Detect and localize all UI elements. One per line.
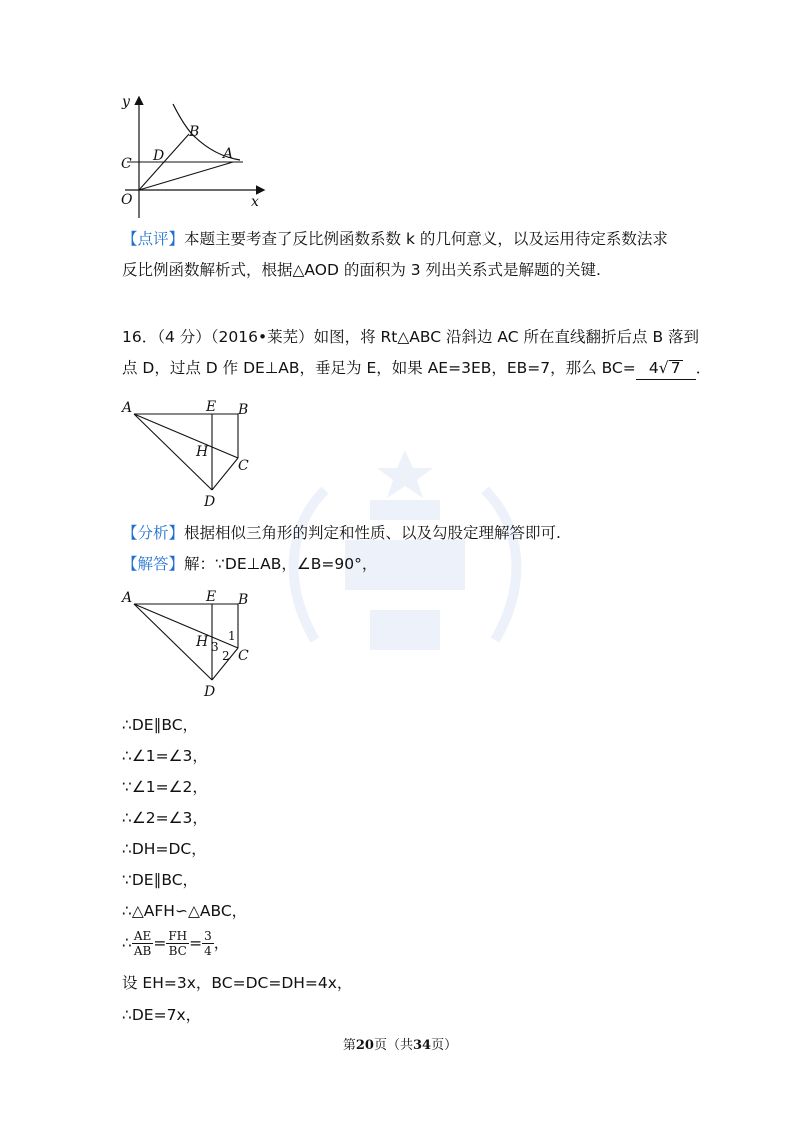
label-h: H	[196, 444, 209, 460]
step-3: ∵∠1=∠2，	[122, 778, 208, 796]
therefore-symbol: ∴	[122, 934, 132, 952]
solution-text: 解：∵DE⊥AB，∠B=90°，	[184, 555, 378, 573]
fraction-fh-bc	[166, 929, 189, 958]
footer-page: 20	[355, 1038, 374, 1053]
analysis-line	[122, 522, 561, 544]
answer-radicand: 7	[670, 359, 681, 377]
comment-tag-open: 【	[122, 230, 138, 248]
step-7: ∴△AFH∽△ABC，	[122, 902, 248, 920]
step-4: ∴∠2=∠3，	[122, 809, 208, 827]
label-b: B	[238, 402, 249, 418]
footer-total: 34	[413, 1038, 432, 1053]
fraction-fh: FH	[168, 929, 188, 943]
ratio-end: ，	[213, 934, 230, 952]
solution-line	[122, 553, 377, 575]
fraction-ae: AE	[132, 929, 153, 944]
answer-coefficient: 4	[648, 359, 659, 377]
footer-prefix: 第	[342, 1038, 356, 1053]
comment-line-2: 反比例函数解析式，根据△AOD 的面积为 3 列出关系式是解题的关键.	[122, 261, 601, 279]
label-y: y	[122, 94, 130, 110]
problem-16-end: ．	[695, 359, 712, 377]
label-a: A	[223, 146, 234, 162]
fraction-3: 3	[204, 929, 212, 943]
solution-tag: 解答	[137, 555, 169, 573]
ratio-line	[122, 928, 229, 958]
fraction-ae-ab	[132, 929, 153, 958]
step-2: ∴∠1=∠3，	[122, 747, 208, 765]
assume-line: 设 EH=3x，BC=DC=DH=4x，	[122, 974, 353, 992]
label-x: x	[251, 194, 259, 210]
label-d: D	[204, 494, 216, 510]
angle-3-label: 3	[211, 640, 219, 654]
fraction-4: 4	[204, 944, 212, 958]
comment-tag-close: 】	[168, 230, 185, 248]
label-c: C	[238, 648, 249, 664]
analysis-tag-open: 【	[122, 524, 138, 542]
footer-suffix: 页）	[431, 1038, 458, 1053]
label-o: O	[121, 192, 133, 208]
comment-line-1	[122, 228, 668, 250]
label-e: E	[206, 399, 217, 415]
label-c: C	[121, 156, 132, 172]
equals-2: =	[189, 934, 203, 952]
step-6: ∵DE∥BC，	[122, 871, 199, 889]
problem-16-line-1: 16．（4 分）（2016•莱芜）如图，将 Rt△ABC 沿斜边 AC 所在直线翻折后点 B 落到	[122, 328, 700, 346]
analysis-text: 根据相似三角形的判定和性质、以及勾股定理解答即可.	[184, 524, 561, 542]
label-a: A	[122, 400, 133, 416]
step-1: ∴DE∥BC，	[122, 716, 199, 734]
fraction-bc: BC	[168, 944, 187, 958]
solution-tag-open: 【	[122, 555, 138, 573]
label-b: B	[238, 592, 249, 608]
angle-2-label: 2	[222, 649, 230, 663]
label-c: C	[238, 458, 249, 474]
analysis-tag: 分析	[137, 524, 169, 542]
comment-text-1: 本题主要考查了反比例函数系数 k 的几何意义，以及运用待定系数法求	[184, 230, 668, 248]
label-d: D	[153, 148, 165, 164]
label-h: H	[196, 634, 209, 650]
fraction-ab: AB	[133, 944, 152, 958]
problem-16-line-2	[122, 357, 711, 380]
equals-1: =	[153, 934, 167, 952]
label-e: E	[206, 589, 217, 605]
figure-inverse-function	[115, 90, 275, 220]
label-b: B	[189, 124, 200, 140]
fraction-3-4	[202, 929, 214, 958]
sqrt-sign: √	[658, 359, 669, 377]
step-5: ∴DH=DC，	[122, 840, 207, 858]
footer-middle: 页（共	[373, 1038, 413, 1053]
solution-tag-close: 】	[168, 555, 185, 573]
problem-16-text: 点 D，过点 D 作 DE⊥AB，垂足为 E，如果 AE=3EB，EB=7，那么 BC=	[122, 359, 636, 377]
angle-1-label: 1	[228, 629, 236, 643]
page-footer	[0, 1034, 800, 1053]
answer-blank	[636, 357, 696, 380]
de-line: ∴DE=7x，	[122, 1006, 202, 1024]
figure-triangle-fold	[118, 398, 258, 510]
comment-tag: 点评	[137, 230, 169, 248]
figure-triangle-angles	[118, 588, 258, 700]
label-a: A	[122, 590, 133, 606]
label-d: D	[204, 684, 216, 700]
analysis-tag-close: 】	[168, 524, 185, 542]
